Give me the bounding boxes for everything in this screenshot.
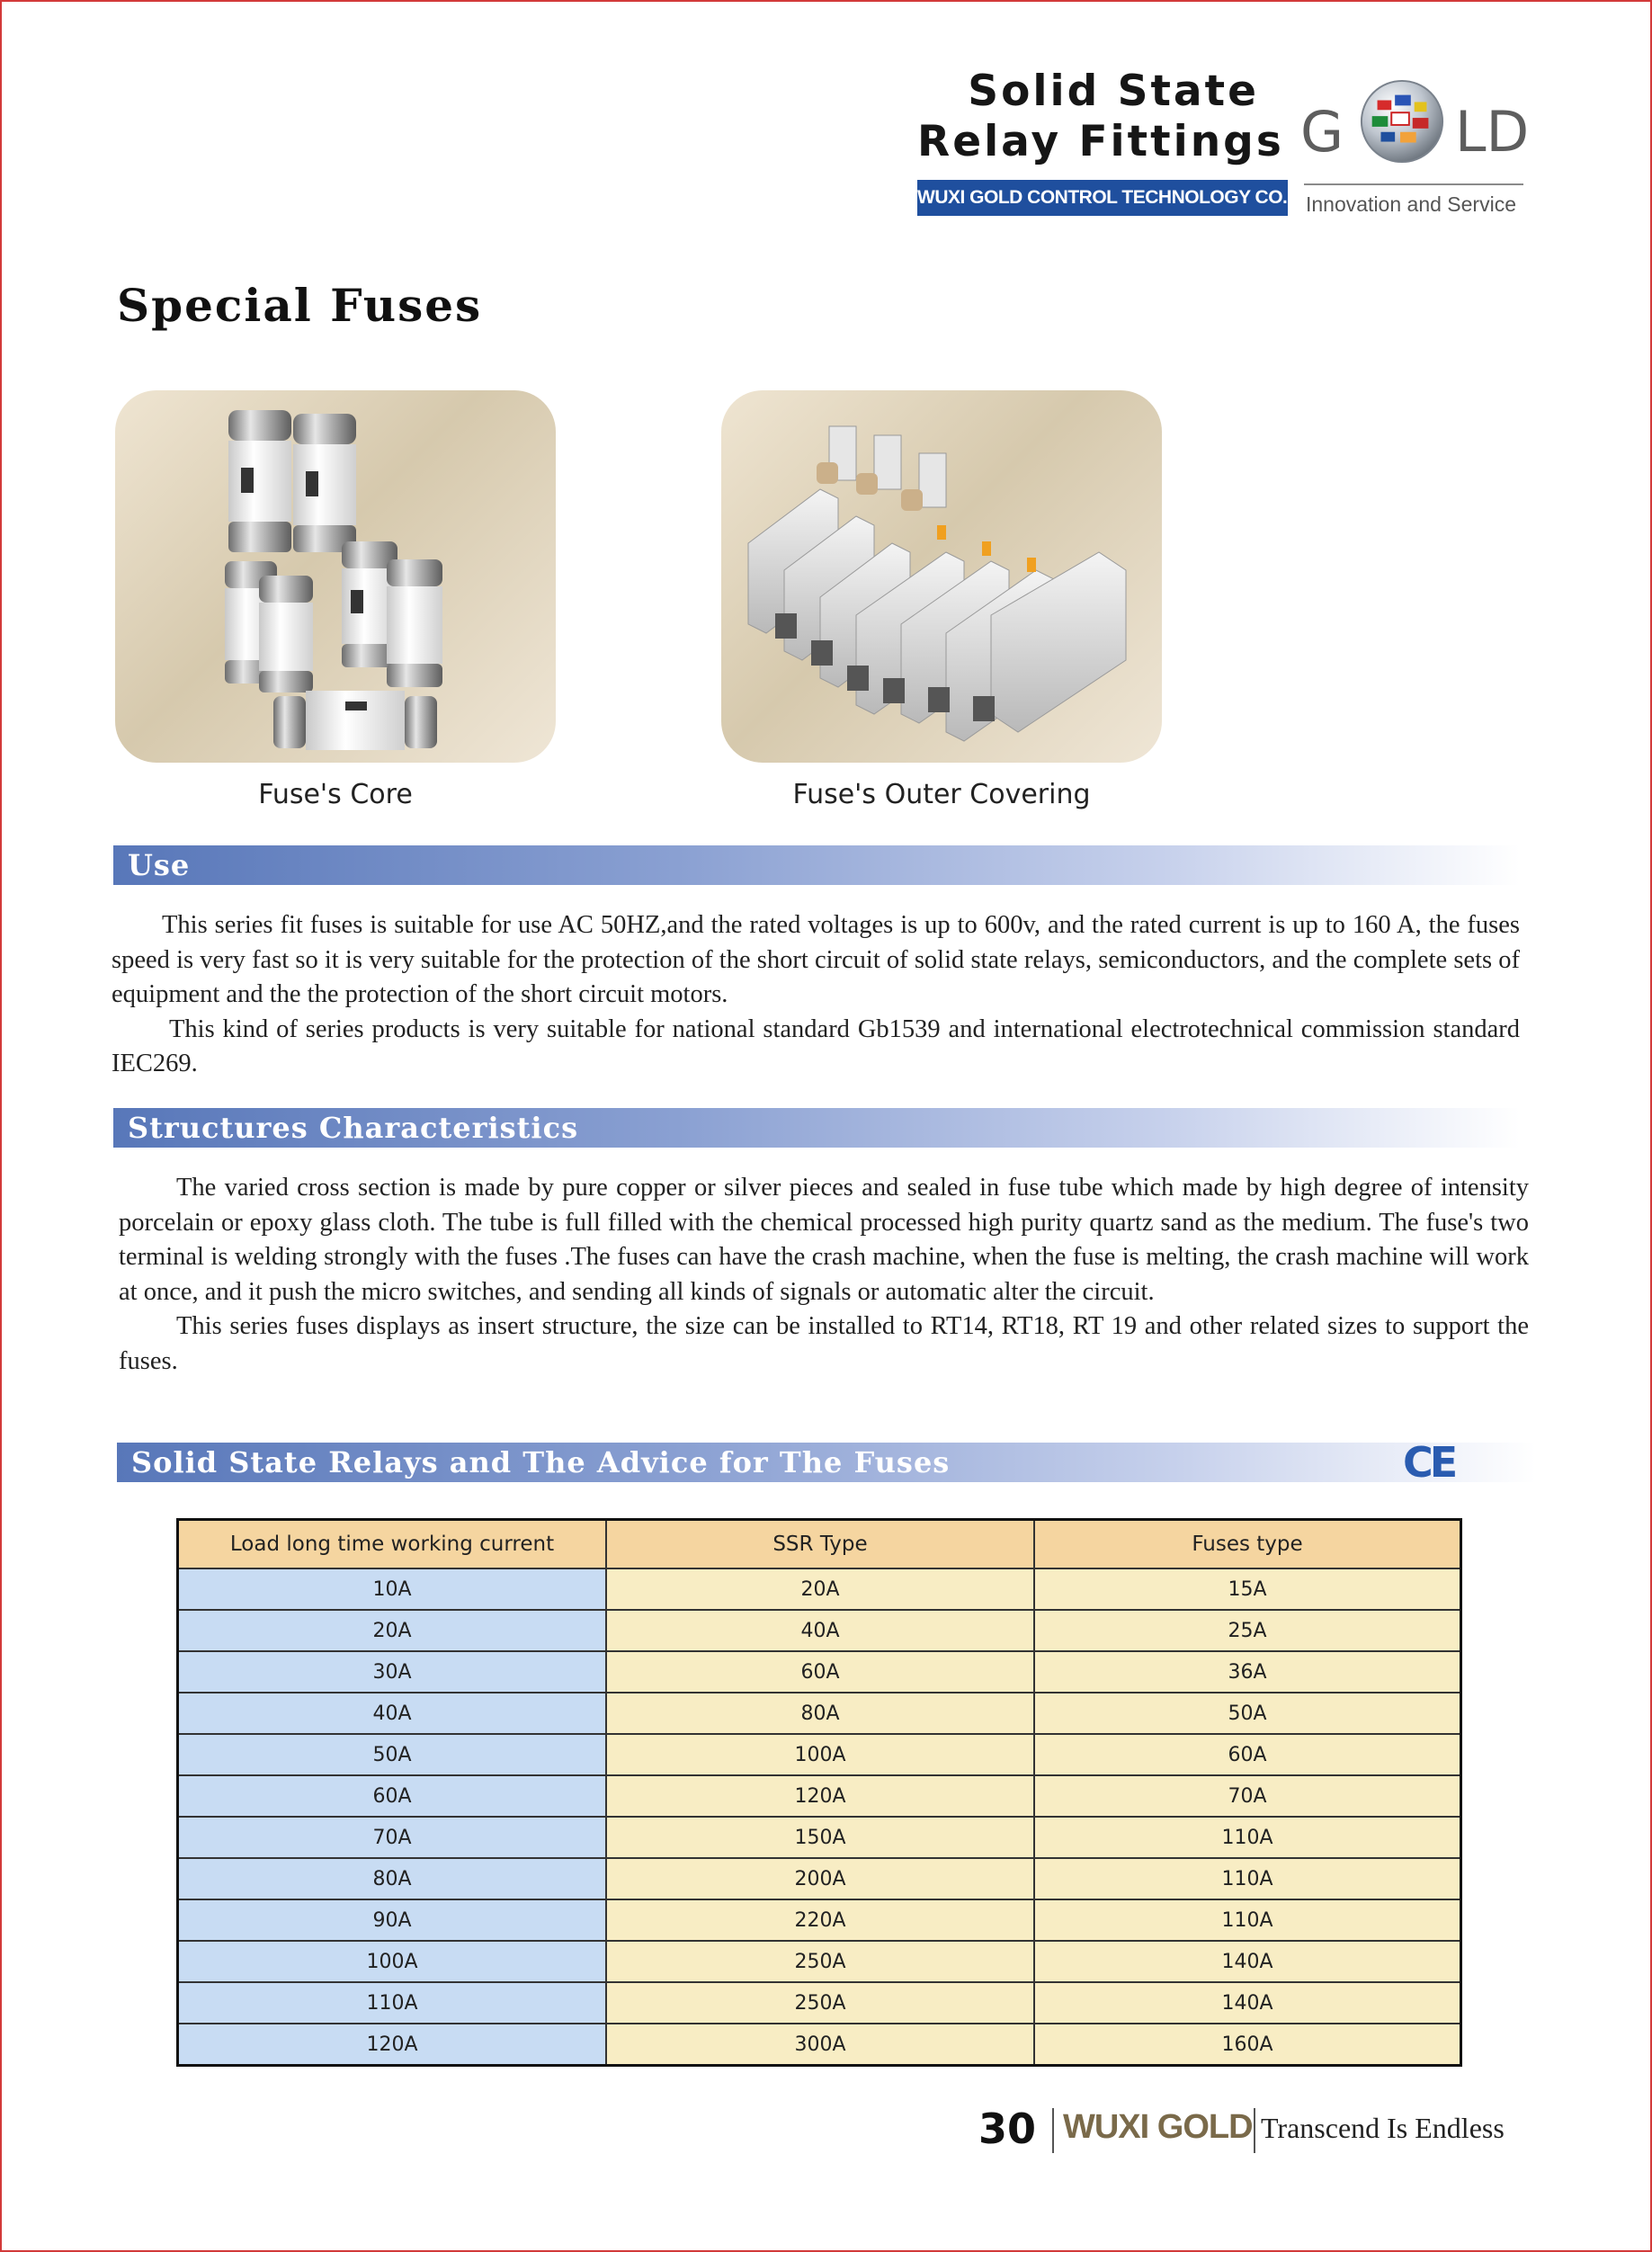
section-heading-advice: Solid State Relays and The Advice for The Fuses — [131, 1445, 951, 1479]
table-cell: 10A — [178, 1568, 607, 1610]
table-cell: 110A — [1034, 1858, 1461, 1899]
table-row — [178, 1734, 1461, 1775]
table-cell: 120A — [178, 2024, 607, 2066]
header-title-line2: Relay Fittings — [917, 117, 1284, 166]
structures-paragraph: The varied cross section is made by pure copper or silver pieces and sealed in fuse tube which made by high degree of intensity porcelain or epoxy glass cloth. The tube is full filled with the chemical processed high purity quartz sand as the medium. The fuse's two terminal is welding strongly with the fuses .The fuses can have the crash machine, when the fuse is melting, the crash machine will work at once, and it push the micro switches, and sending all kinds of signals or automatic alter the circuit. — [119, 1174, 1529, 1306]
table-row — [178, 1982, 1461, 2024]
table-cell: 80A — [606, 1693, 1034, 1734]
table-cell: 200A — [606, 1858, 1034, 1899]
table-cell: 120A — [606, 1775, 1034, 1817]
table-row — [178, 1568, 1461, 1610]
table-cell: 90A — [178, 1899, 607, 1941]
header-title — [917, 67, 1284, 167]
table-cell: 60A — [178, 1775, 607, 1817]
structures-paragraph: This series fuses displays as insert structure, the size can be installed to RT14, RT18, RT 19 and other related sizes to support the fuses. — [119, 1312, 1529, 1375]
section-bar-use — [113, 845, 1520, 885]
table-cell: 150A — [606, 1817, 1034, 1858]
table-cell: 250A — [606, 1941, 1034, 1982]
page-title: Special Fuses — [117, 279, 483, 332]
tagline: Innovation and Service — [1306, 192, 1516, 216]
table-cell: 110A — [178, 1982, 607, 2024]
logo-letter-g: G — [1300, 99, 1344, 165]
table-row — [178, 2024, 1461, 2066]
use-paragraph: This kind of series products is very suitable for national standard Gb1539 and international electrotechnical commission standard IEC269. — [112, 1014, 1520, 1077]
section-bar-advice — [117, 1443, 1536, 1482]
table-header-row — [178, 1520, 1461, 1569]
table-cell: 100A — [178, 1941, 607, 1982]
table-cell: 80A — [178, 1858, 607, 1899]
table-row — [178, 1610, 1461, 1651]
table-cell: 50A — [1034, 1693, 1461, 1734]
table-row — [178, 1775, 1461, 1817]
table-row — [178, 1899, 1461, 1941]
table-cell: 20A — [606, 1568, 1034, 1610]
use-paragraph: This series fit fuses is suitable for use AC 50HZ,and the rated voltages is up to 600v, and the rated current is up to 160 A, the fuses speed is very fast so it is very suitable for the protection of the short circuit of solid state relays, semiconductors, and the complete sets of equipment and the the protection of the short circuit motors. — [112, 911, 1520, 1008]
fuse-core-caption: Fuse's Core — [258, 779, 413, 810]
table-cell: 50A — [178, 1734, 607, 1775]
fuse-core-photo — [115, 390, 556, 763]
ce-mark-icon: CE — [1403, 1438, 1455, 1487]
table-cell: 110A — [1034, 1817, 1461, 1858]
table-cell: 100A — [606, 1734, 1034, 1775]
footer-brand: WUXI GOLD — [1063, 2108, 1253, 2146]
column-header: SSR Type — [606, 1520, 1034, 1569]
company-name-banner: WUXI GOLD CONTROL TECHNOLOGY CO.,LTD. — [917, 180, 1288, 216]
table-cell: 160A — [1034, 2024, 1461, 2066]
table-cell: 60A — [606, 1651, 1034, 1693]
fuse-advice-table — [176, 1518, 1462, 2067]
table-cell: 70A — [178, 1817, 607, 1858]
table-cell: 250A — [606, 1982, 1034, 2024]
table-cell: 110A — [1034, 1899, 1461, 1941]
table-cell: 25A — [1034, 1610, 1461, 1651]
logo-divider — [1304, 183, 1523, 185]
section-heading-use: Use — [128, 848, 191, 882]
section-heading-structures: Structures Characteristics — [128, 1111, 579, 1145]
section-bar-structures — [113, 1108, 1520, 1148]
table-cell: 220A — [606, 1899, 1034, 1941]
table-cell: 20A — [178, 1610, 607, 1651]
table-cell: 30A — [178, 1651, 607, 1693]
table-cell: 40A — [178, 1693, 607, 1734]
table-cell: 70A — [1034, 1775, 1461, 1817]
use-text — [112, 908, 1520, 1082]
table-cell: 60A — [1034, 1734, 1461, 1775]
globe-icon — [1358, 77, 1446, 165]
table-cell: 36A — [1034, 1651, 1461, 1693]
fuse-covering-photo — [721, 390, 1162, 763]
gold-logo — [1300, 77, 1534, 176]
table-row — [178, 1858, 1461, 1899]
header-title-line1: Solid State — [968, 67, 1259, 116]
table-cell: 40A — [606, 1610, 1034, 1651]
fuse-covering-image — [721, 390, 1162, 763]
table-row — [178, 1941, 1461, 1982]
table-cell: 15A — [1034, 1568, 1461, 1610]
table-row — [178, 1651, 1461, 1693]
table-cell: 140A — [1034, 1982, 1461, 2024]
fuse-covering-caption: Fuse's Outer Covering — [792, 779, 1091, 810]
footer-divider — [1254, 2108, 1255, 2153]
table-row — [178, 1693, 1461, 1734]
column-header: Load long time working current — [178, 1520, 607, 1569]
table-cell: 300A — [606, 2024, 1034, 2066]
table-row — [178, 1817, 1461, 1858]
logo-letters-ld: LD — [1455, 99, 1530, 165]
fuse-core-image — [115, 390, 556, 763]
page-number: 30 — [978, 2105, 1037, 2153]
footer-divider — [1052, 2108, 1054, 2153]
footer-slogan: Transcend Is Endless — [1261, 2112, 1505, 2144]
structures-text — [119, 1171, 1529, 1379]
column-header: Fuses type — [1034, 1520, 1461, 1569]
table-cell: 140A — [1034, 1941, 1461, 1982]
